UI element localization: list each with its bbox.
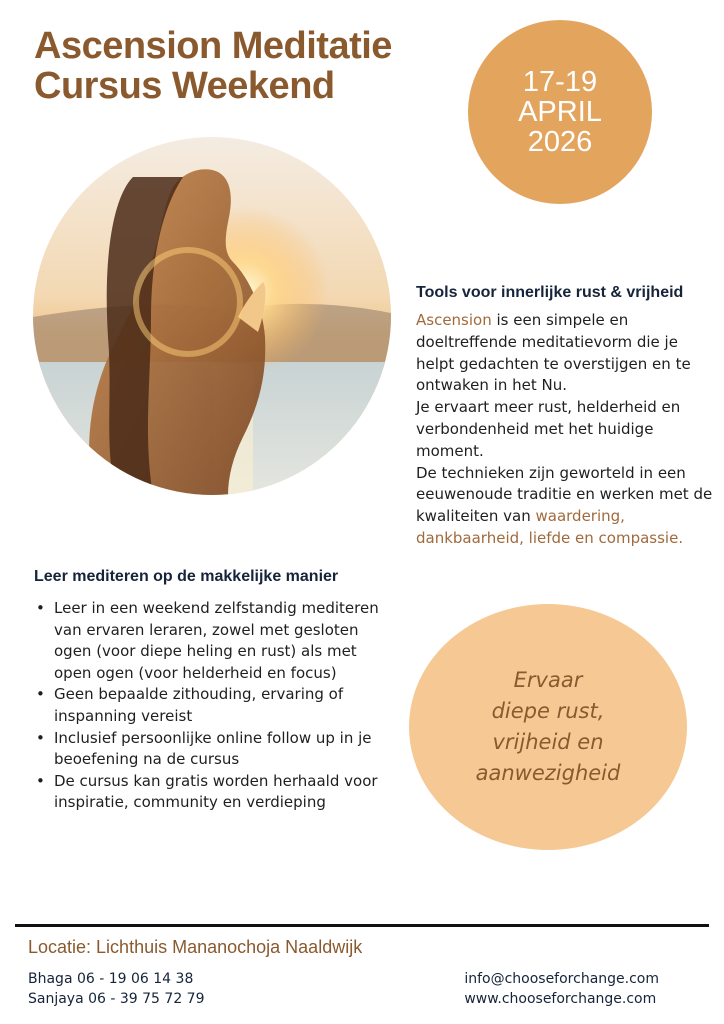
date-badge — [468, 20, 652, 204]
phone-bhaga: Bhaga 06 - 19 06 14 38 — [28, 971, 194, 987]
intro-text-3: De technieken zijn geworteld in een eeuwenoude traditie en werken met de kwaliteiten van — [416, 463, 713, 526]
footer-divider — [15, 924, 709, 927]
email-address[interactable]: info@chooseforchange.com — [464, 971, 659, 987]
title-line-2: Cursus Weekend — [34, 65, 335, 107]
intro-paragraph — [416, 310, 716, 550]
ascension-highlight: Ascension — [416, 311, 492, 329]
date-month: APRIL — [518, 96, 602, 128]
qualities-highlight: waardering, dankbaarheid, liefde en compassie. — [416, 507, 684, 547]
quote-circle — [409, 604, 687, 850]
quote-line-4: aanwezigheid — [475, 761, 621, 785]
intro-heading: Tools voor innerlijke rust & vrijheid — [416, 284, 684, 301]
list-item: • Geen bepaalde zithouding, ervaring of inspanning vereist — [54, 684, 384, 727]
benefits-list — [34, 598, 384, 814]
list-item: • Inclusief persoonlijke online follow up in je beoefening na de cursus — [54, 728, 384, 771]
web-contacts — [464, 969, 659, 1009]
list-item: • Leer in een weekend zelfstandig mediteren van ervaren leraren, zowel met gesloten ogen (voor diepe heling en rust) als met open ogen (voor helderheid en focus) — [54, 598, 384, 684]
benefits-section — [34, 568, 384, 814]
intro-section — [416, 284, 716, 550]
title-line-1: Ascension Meditatie — [34, 25, 392, 67]
date-year: 2026 — [527, 126, 593, 158]
quote-line-1: Ervaar — [513, 668, 583, 692]
phone-sanjaya: Sanjaya 06 - 39 75 72 79 — [28, 991, 205, 1007]
phone-contacts — [28, 969, 205, 1009]
quote-line-3: vrijheid en — [492, 730, 604, 754]
location-text: Locatie: Lichthuis Mananochoja Naaldwijk — [28, 937, 363, 957]
page-title — [34, 26, 434, 106]
quote-line-2: diepe rust, — [491, 699, 605, 723]
date-days: 17-19 — [522, 66, 598, 98]
meditation-photo-illustration — [33, 137, 391, 495]
benefits-heading: Leer mediteren op de makkelijke manier — [34, 568, 339, 585]
intro-text-2: Je ervaart meer rust, helderheid en verbondenheid met het huidige moment. — [416, 398, 681, 460]
website-link[interactable]: www.chooseforchange.com — [464, 991, 657, 1007]
meditation-photo — [33, 137, 391, 495]
list-item: • De cursus kan gratis worden herhaald voor inspiratie, community en verdieping — [54, 771, 384, 814]
intro-text-1: is een simpele en doeltreffende meditatievorm die je helpt gedachten te overstijgen en te ontwaken in het Nu. — [416, 311, 691, 395]
